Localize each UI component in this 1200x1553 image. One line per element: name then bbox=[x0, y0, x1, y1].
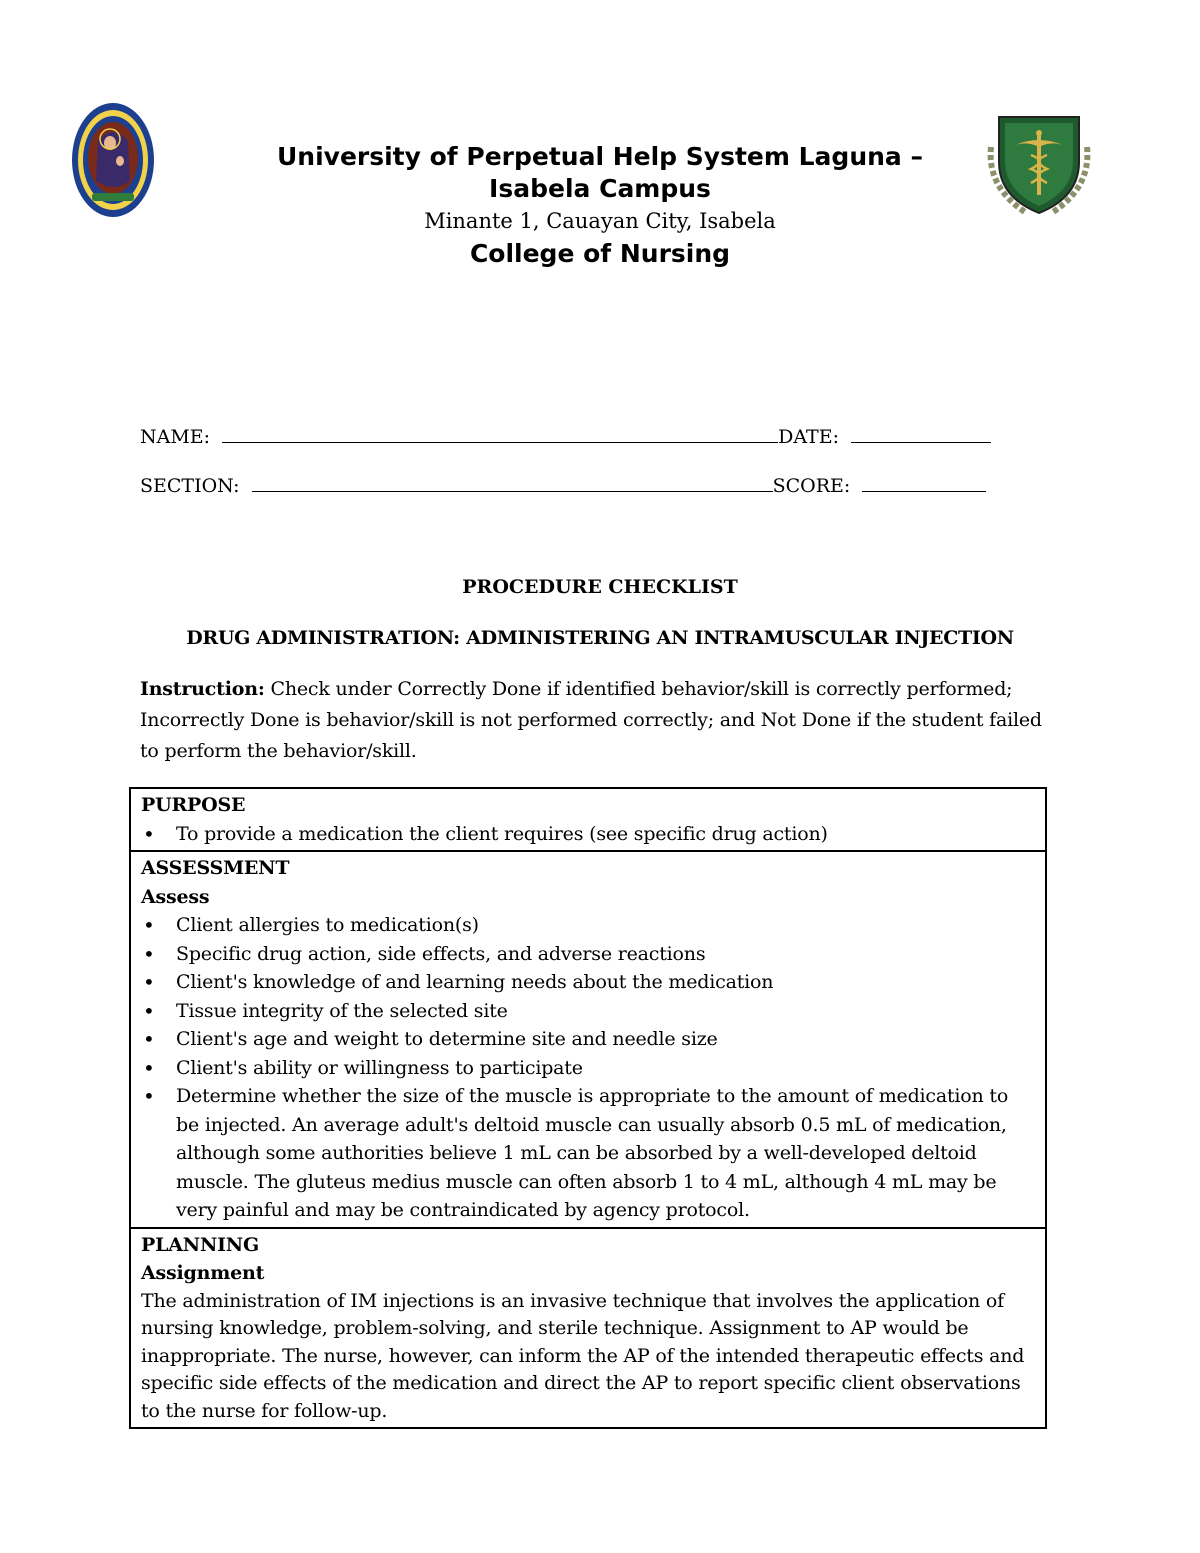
name-field[interactable] bbox=[222, 424, 778, 443]
list-item: • Client's knowledge of and learning needs about the medication bbox=[141, 968, 1035, 997]
university-name bbox=[150, 141, 1050, 205]
planning-title: PLANNING bbox=[141, 1233, 260, 1256]
list-item: • To provide a medication the client requires (see specific drug action) bbox=[141, 820, 1035, 849]
section-label: SECTION: bbox=[140, 475, 240, 497]
college-name: College of Nursing bbox=[469, 239, 731, 268]
planning-text: The administration of IM injections is an invasive technique that involves the application of nursing knowledge, problem-solving, and sterile technique. Assignment to AP would be inappropriate. The nurse, however, can inform the AP of the intended therapeutic effects and specific side effects of the medication and direct the AP to report specific client observations to the nurse for follow-up. bbox=[141, 1289, 1025, 1422]
procedure-title: DRUG ADMINISTRATION: ADMINISTERING AN INTRAMUSCULAR INJECTION bbox=[186, 627, 1014, 649]
planning-subtitle: Assignment bbox=[141, 1262, 265, 1284]
section-score-row bbox=[140, 473, 986, 498]
assessment-section bbox=[131, 850, 1045, 1227]
name-label: NAME: bbox=[140, 426, 211, 448]
campus-address: Minante 1, Cauayan City, Isabela bbox=[424, 209, 776, 233]
purpose-section bbox=[131, 789, 1045, 850]
list-item: • Client's ability or willingness to participate bbox=[141, 1054, 1035, 1083]
section-field[interactable] bbox=[252, 473, 773, 492]
university-name-line1: University of Perpetual Help System Laguna – bbox=[276, 142, 923, 171]
procedure-checklist-table bbox=[129, 787, 1047, 1429]
instruction-paragraph bbox=[140, 674, 1050, 767]
score-field[interactable] bbox=[862, 473, 986, 492]
purpose-list bbox=[141, 820, 1035, 849]
instruction-text: Check under Correctly Done if identified behavior/skill is correctly performed; Incorrectly Done is behavior/skill is not performed correctly; and Not Done if the student failed to perform the behavior/skill. bbox=[140, 678, 1042, 762]
planning-section bbox=[131, 1227, 1045, 1428]
assessment-subtitle: Assess bbox=[141, 885, 210, 908]
list-item: • Tissue integrity of the selected site bbox=[141, 997, 1035, 1026]
purpose-title: PURPOSE bbox=[141, 794, 246, 816]
assessment-list bbox=[141, 911, 1035, 1225]
score-label: SCORE: bbox=[772, 475, 851, 497]
list-item: • Specific drug action, side effects, and adverse reactions bbox=[141, 940, 1035, 969]
list-item: • Client's age and weight to determine site and needle size bbox=[141, 1025, 1035, 1054]
list-item: • Client allergies to medication(s) bbox=[141, 911, 1035, 940]
university-name-line2: Isabela Campus bbox=[489, 174, 711, 203]
assessment-title: ASSESSMENT bbox=[141, 857, 290, 879]
instruction-label: Instruction: bbox=[140, 678, 265, 700]
name-date-row bbox=[140, 424, 991, 449]
checklist-title: PROCEDURE CHECKLIST bbox=[462, 576, 738, 598]
list-item: • Determine whether the size of the muscle is appropriate to the amount of medication to be injected. An average adult's deltoid muscle can usually absorb 0.5 mL of medication, although some authorities believe 1 mL can be absorbed by a well-developed deltoid muscle. The gluteus medius muscle can often absorb 1 to 4 mL, although 4 mL may be very painful and may be contraindicated by agency protocol. bbox=[141, 1082, 1035, 1225]
date-label: DATE: bbox=[778, 426, 839, 448]
university-seal-logo bbox=[70, 101, 156, 219]
date-field[interactable] bbox=[851, 424, 991, 443]
